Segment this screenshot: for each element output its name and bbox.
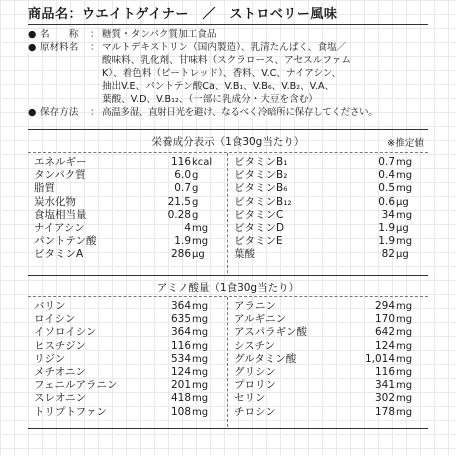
amino-row: [34, 406, 220, 419]
nutrition-heading-rule: [28, 152, 428, 153]
amino-unit: mg: [192, 314, 209, 326]
nutrient-value: 0.28: [167, 208, 191, 221]
info-block: [28, 28, 428, 119]
amino-heading: アミノ酸量（1食30g当たり）: [156, 282, 300, 294]
amino-row: [34, 379, 220, 392]
nutrient-unit: g: [192, 196, 199, 208]
amino-row: [234, 379, 424, 392]
nutrient-value: 286: [170, 248, 191, 261]
amino-row: [234, 300, 424, 313]
amino-value: 1,014: [364, 352, 395, 365]
nutrient-name: ビタミンA: [34, 248, 84, 261]
nutrient-row: [34, 169, 220, 182]
amino-unit: mg: [396, 406, 413, 418]
nutrient-name: ナイアシン: [34, 222, 85, 235]
info-colon: ：: [90, 107, 100, 118]
info-value: [102, 41, 428, 106]
nutrient-value: 4: [184, 222, 191, 235]
info-colon: ：: [90, 29, 100, 40]
amino-name: グルタミン酸: [234, 352, 297, 365]
nutrient-unit: g: [192, 209, 199, 221]
amino-value: 302: [374, 392, 395, 405]
amino-row: [34, 353, 220, 366]
nutrient-row: [34, 182, 220, 195]
nutrient-name: ビタミンB₆: [234, 182, 288, 195]
amino-name: メチオニン: [34, 366, 86, 379]
info-line: 糖質・タンパク質加工食品: [102, 29, 217, 40]
bottom-rule: [28, 428, 428, 429]
info-line: マルトデキストリン（国内製造）、乳清たんぱく、食塩／: [102, 42, 347, 53]
amino-name: フェニルアラニン: [34, 379, 118, 392]
info-value: [102, 106, 428, 119]
bullet-icon: ●: [28, 107, 37, 118]
nutrient-row: [234, 222, 424, 235]
amino-row: [34, 340, 220, 353]
nutrient-name: 脂質: [34, 182, 55, 195]
nutrient-row: [34, 222, 220, 235]
nutrient-value: 0.6: [378, 195, 395, 208]
amino-row: [34, 300, 220, 313]
amino-row: [234, 366, 424, 379]
nutrient-unit: mg: [396, 236, 413, 248]
amino-row: [34, 392, 220, 405]
title-rule: [28, 24, 428, 25]
amino-row: [234, 340, 424, 353]
nutrient-row: [234, 169, 424, 182]
amino-unit: mg: [192, 393, 209, 405]
amino-value: 170: [374, 313, 395, 326]
nutrient-unit: g: [192, 183, 199, 195]
amino-row: [34, 366, 220, 379]
amino-row: [234, 353, 424, 366]
nutrient-unit: mg: [396, 209, 413, 221]
amino-value: 294: [374, 300, 395, 312]
amino-value: 108: [170, 405, 191, 418]
amino-value: 418: [170, 392, 191, 405]
amino-unit: mg: [396, 353, 413, 365]
info-line: 葉酸、V.D、V.B₁₂、（一部に乳成分・大豆を含む）: [102, 94, 318, 105]
nutrient-value: 1.9: [174, 235, 191, 248]
amino-value: 116: [374, 366, 395, 379]
amino-row: [34, 313, 220, 326]
nutrient-value: 116: [170, 156, 191, 168]
nutrient-unit: mg: [396, 170, 413, 182]
amino-unit: mg: [192, 367, 209, 379]
amino-unit: mg: [396, 314, 413, 326]
amino-name: グリシン: [234, 366, 276, 379]
amino-value: 124: [374, 339, 395, 352]
info-row-ingredients: [28, 41, 428, 106]
amino-unit: mg: [192, 353, 209, 365]
info-key: 原材料名: [40, 42, 79, 53]
nutrient-name: ビタミンD: [234, 222, 285, 235]
nutrient-name: タンパク質: [34, 169, 86, 182]
nutrient-name: 葉酸: [234, 248, 255, 261]
nutrient-unit: mg: [396, 183, 413, 195]
amino-value: 124: [170, 366, 191, 379]
nutrient-value: 0.7: [174, 182, 191, 195]
amino-name: バリン: [34, 300, 66, 312]
amino-value: 178: [374, 405, 395, 418]
info-key: 保存方法: [40, 107, 79, 118]
nutrient-value: 0.5: [378, 182, 395, 195]
info-line: 抽出V.E、パントテン酸Ca、V.B₁、V.B₆、V.B₂、V.A、: [102, 81, 335, 92]
amino-name: シスチン: [234, 339, 275, 352]
nutrient-value: 21.5: [167, 195, 191, 208]
info-colon: ：: [90, 42, 100, 53]
nutrient-name: パントテン酸: [34, 235, 97, 248]
amino-name: イソロイシン: [34, 326, 97, 339]
nutrient-name: ビタミンB₁₂: [234, 195, 292, 208]
nutrient-unit: kcal: [192, 157, 213, 168]
nutrient-name: ビタミンE: [234, 235, 283, 248]
nutrient-row: [34, 248, 220, 261]
amino-row: [234, 406, 424, 419]
amino-row: [34, 326, 220, 339]
nutrient-unit: g: [192, 170, 199, 182]
nutrient-name: 食塩相当量: [34, 208, 87, 221]
amino-value: 364: [170, 300, 191, 312]
amino-unit: mg: [192, 301, 209, 312]
amino-left-column: [34, 300, 220, 419]
amino-right-column: [234, 300, 424, 419]
bullet-icon: ●: [28, 29, 37, 40]
amino-unit: mg: [396, 340, 413, 352]
amino-heading-rule: [28, 296, 428, 297]
nutrient-row: [34, 209, 220, 222]
nutrient-name: 炭水化物: [34, 195, 76, 208]
amino-row: [234, 313, 424, 326]
amino-value: 534: [170, 352, 191, 365]
amino-name: アスパラギン酸: [234, 326, 307, 339]
info-row-storage: [28, 106, 428, 119]
amino-name: アラニン: [234, 300, 276, 312]
amino-value: 364: [170, 326, 191, 339]
nutrient-name: ビタミンB₁: [234, 156, 288, 168]
nutrient-value: 82: [381, 248, 395, 261]
amino-name: トリプトファン: [34, 405, 107, 418]
nutrient-unit: μg: [396, 223, 409, 235]
nutrient-row: [234, 182, 424, 195]
product-name: ウエイトゲイナー ／ ストロベリー風味: [82, 7, 338, 22]
amino-unit: mg: [192, 327, 209, 339]
nutrition-heading: 栄養成分表示（1食30g当たり）: [151, 136, 305, 148]
amino-name: ヒスチジン: [34, 339, 86, 352]
nutrient-name: ビタミンC: [234, 208, 284, 221]
nutrient-row: [34, 156, 220, 169]
nutrition-left-column: [34, 156, 220, 262]
amino-unit: mg: [396, 327, 413, 339]
nutrition-right-column: [234, 156, 424, 262]
amino-name: アルギニン: [234, 313, 287, 326]
estimate-note: ※推定値: [387, 138, 424, 149]
nutrient-row: [234, 248, 424, 261]
nutrient-value: 6.0: [174, 169, 191, 182]
amino-unit: mg: [396, 367, 413, 379]
amino-row: [234, 392, 424, 405]
amino-value: 341: [374, 379, 395, 392]
product-name-label: 商品名：: [28, 7, 83, 22]
nutrient-value: 0.4: [378, 169, 395, 182]
nutrient-value: 0.7: [378, 156, 395, 168]
amino-value: 201: [170, 379, 191, 392]
nutrient-row: [34, 196, 220, 209]
nutrient-unit: mg: [396, 157, 413, 168]
info-key: 名 称: [40, 29, 79, 40]
amino-value: 116: [170, 339, 191, 352]
amino-unit: mg: [192, 340, 209, 352]
nutrient-unit: mg: [192, 236, 209, 248]
amino-name: ロイシン: [34, 313, 76, 326]
amino-divider: [227, 297, 228, 427]
amino-unit: mg: [396, 301, 413, 312]
amino-row: [234, 326, 424, 339]
nutrient-unit: μg: [396, 249, 409, 261]
amino-name: スレオニン: [34, 392, 87, 405]
nutrient-row: [234, 235, 424, 248]
nutrient-row: [234, 196, 424, 209]
amino-name: プロリン: [234, 379, 276, 392]
amino-unit: mg: [396, 393, 413, 405]
nutrient-value: 1.9: [378, 222, 395, 235]
nutrition-divider: [227, 153, 228, 273]
amino-name: セリン: [234, 392, 266, 405]
amino-value: 642: [374, 326, 395, 339]
amino-name: リジン: [34, 352, 66, 365]
nutrient-name: エネルギー: [34, 156, 87, 168]
nutrient-row: [34, 235, 220, 248]
info-row-name: [28, 28, 428, 41]
nutrient-row: [234, 209, 424, 222]
nutrient-unit: μg: [192, 249, 205, 261]
bullet-icon: ●: [28, 42, 37, 53]
amino-name: チロシン: [234, 405, 276, 418]
info-line: 酸味料、乳化剤、甘味料（スクラロース、アセスルファム: [102, 55, 351, 66]
amino-unit: mg: [192, 380, 209, 392]
nutrient-unit: μg: [396, 196, 409, 208]
info-line: 高温多湿、直射日光を避け、なるべく冷暗所に保存してください。: [102, 107, 378, 118]
product-title: [28, 3, 337, 22]
nutrient-row: [234, 156, 424, 169]
nutrient-value: 1.9: [378, 235, 395, 248]
info-line: K）、着色料（ビートレッド）、香料、V.C、ナイアシン、: [102, 68, 342, 79]
info-value: [102, 28, 428, 41]
amino-unit: mg: [396, 380, 413, 392]
nutrient-unit: mg: [192, 223, 209, 235]
amino-unit: mg: [192, 406, 209, 418]
nutrient-value: 34: [381, 208, 395, 221]
nutrient-name: ビタミンB₂: [234, 169, 288, 182]
amino-value: 635: [170, 313, 191, 326]
